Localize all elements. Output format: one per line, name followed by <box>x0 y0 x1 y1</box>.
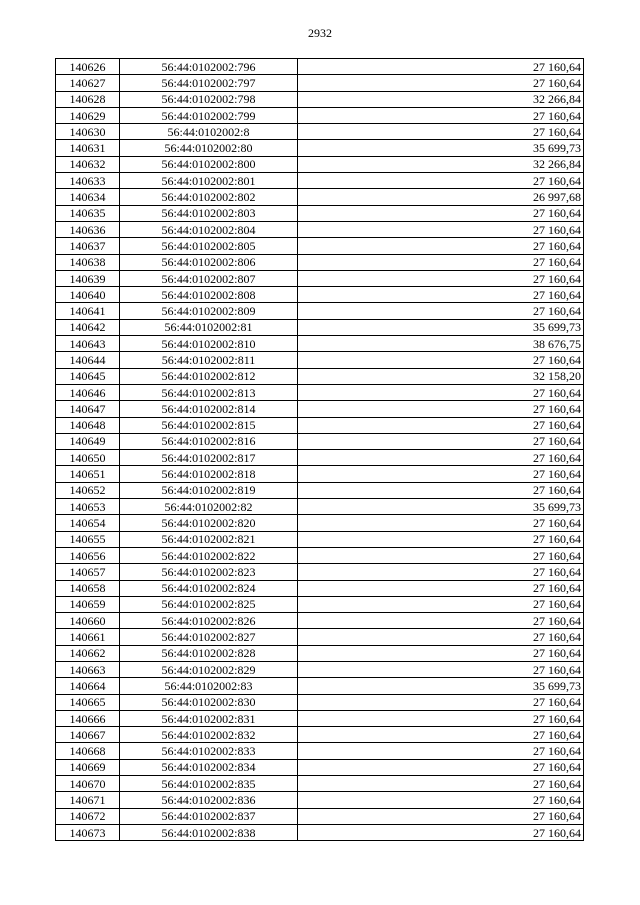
cadastral-number-cell: 56:44:0102002:809 <box>120 303 298 319</box>
row-number-cell: 140641 <box>56 303 120 319</box>
value-cell: 27 160,64 <box>298 221 584 237</box>
table-row <box>56 75 584 91</box>
value-cell: 27 160,64 <box>298 238 584 254</box>
cadastral-number-cell: 56:44:0102002:822 <box>120 547 298 563</box>
row-number-cell: 140662 <box>56 645 120 661</box>
table-row <box>56 792 584 808</box>
value-cell: 32 266,84 <box>298 91 584 107</box>
value-cell: 27 160,64 <box>298 710 584 726</box>
cadastral-number-cell: 56:44:0102002:835 <box>120 776 298 792</box>
cadastral-number-cell: 56:44:0102002:803 <box>120 205 298 221</box>
value-cell: 27 160,64 <box>298 173 584 189</box>
value-cell: 27 160,64 <box>298 482 584 498</box>
row-number-cell: 140655 <box>56 531 120 547</box>
table-row <box>56 808 584 824</box>
table-row <box>56 596 584 612</box>
value-cell: 27 160,64 <box>298 727 584 743</box>
cadastral-number-cell: 56:44:0102002:8 <box>120 124 298 140</box>
value-cell: 35 699,73 <box>298 499 584 515</box>
table-row <box>56 824 584 840</box>
cadastral-number-cell: 56:44:0102002:829 <box>120 661 298 677</box>
cadastral-number-cell: 56:44:0102002:81 <box>120 319 298 335</box>
table-row <box>56 531 584 547</box>
value-cell: 38 676,75 <box>298 336 584 352</box>
row-number-cell: 140665 <box>56 694 120 710</box>
table-row <box>56 433 584 449</box>
row-number-cell: 140643 <box>56 336 120 352</box>
cadastral-number-cell: 56:44:0102002:83 <box>120 678 298 694</box>
value-cell: 27 160,64 <box>298 564 584 580</box>
cadastral-number-cell: 56:44:0102002:798 <box>120 91 298 107</box>
row-number-cell: 140648 <box>56 417 120 433</box>
table-row <box>56 613 584 629</box>
cadastral-number-cell: 56:44:0102002:804 <box>120 221 298 237</box>
row-number-cell: 140630 <box>56 124 120 140</box>
value-cell: 27 160,64 <box>298 743 584 759</box>
value-cell: 27 160,64 <box>298 547 584 563</box>
table-row <box>56 710 584 726</box>
value-cell: 27 160,64 <box>298 824 584 840</box>
cadastral-number-cell: 56:44:0102002:832 <box>120 727 298 743</box>
table-row <box>56 547 584 563</box>
table-row <box>56 727 584 743</box>
table-row <box>56 743 584 759</box>
cadastral-number-cell: 56:44:0102002:834 <box>120 759 298 775</box>
cadastral-number-cell: 56:44:0102002:817 <box>120 450 298 466</box>
row-number-cell: 140642 <box>56 319 120 335</box>
row-number-cell: 140652 <box>56 482 120 498</box>
row-number-cell: 140657 <box>56 564 120 580</box>
cadastral-number-cell: 56:44:0102002:801 <box>120 173 298 189</box>
cadastral-number-cell: 56:44:0102002:818 <box>120 466 298 482</box>
cadastral-number-cell: 56:44:0102002:808 <box>120 287 298 303</box>
cadastral-number-cell: 56:44:0102002:826 <box>120 613 298 629</box>
table-row <box>56 173 584 189</box>
table-row <box>56 140 584 156</box>
table-row <box>56 189 584 205</box>
row-number-cell: 140667 <box>56 727 120 743</box>
registry-table <box>55 58 584 841</box>
row-number-cell: 140651 <box>56 466 120 482</box>
table-row <box>56 450 584 466</box>
cadastral-number-cell: 56:44:0102002:831 <box>120 710 298 726</box>
value-cell: 27 160,64 <box>298 270 584 286</box>
value-cell: 27 160,64 <box>298 580 584 596</box>
row-number-cell: 140647 <box>56 401 120 417</box>
value-cell: 27 160,64 <box>298 124 584 140</box>
row-number-cell: 140658 <box>56 580 120 596</box>
row-number-cell: 140627 <box>56 75 120 91</box>
value-cell: 27 160,64 <box>298 254 584 270</box>
row-number-cell: 140638 <box>56 254 120 270</box>
row-number-cell: 140639 <box>56 270 120 286</box>
value-cell: 27 160,64 <box>298 596 584 612</box>
cadastral-number-cell: 56:44:0102002:837 <box>120 808 298 824</box>
row-number-cell: 140659 <box>56 596 120 612</box>
cadastral-number-cell: 56:44:0102002:816 <box>120 433 298 449</box>
cadastral-number-cell: 56:44:0102002:819 <box>120 482 298 498</box>
table-row <box>56 580 584 596</box>
value-cell: 27 160,64 <box>298 303 584 319</box>
cadastral-number-cell: 56:44:0102002:807 <box>120 270 298 286</box>
row-number-cell: 140646 <box>56 384 120 400</box>
value-cell: 27 160,64 <box>298 107 584 123</box>
value-cell: 27 160,64 <box>298 694 584 710</box>
value-cell: 27 160,64 <box>298 629 584 645</box>
table-row <box>56 107 584 123</box>
page-number: 2932 <box>308 26 332 40</box>
row-number-cell: 140631 <box>56 140 120 156</box>
row-number-cell: 140628 <box>56 91 120 107</box>
row-number-cell: 140660 <box>56 613 120 629</box>
cadastral-number-cell: 56:44:0102002:797 <box>120 75 298 91</box>
table-row <box>56 303 584 319</box>
cadastral-number-cell: 56:44:0102002:823 <box>120 564 298 580</box>
cadastral-number-cell: 56:44:0102002:810 <box>120 336 298 352</box>
table-row <box>56 368 584 384</box>
table-row <box>56 270 584 286</box>
table-row <box>56 59 584 75</box>
row-number-cell: 140672 <box>56 808 120 824</box>
value-cell: 27 160,64 <box>298 417 584 433</box>
table-row <box>56 499 584 515</box>
row-number-cell: 140656 <box>56 547 120 563</box>
cadastral-number-cell: 56:44:0102002:796 <box>120 59 298 75</box>
table-row <box>56 205 584 221</box>
value-cell: 27 160,64 <box>298 531 584 547</box>
value-cell: 27 160,64 <box>298 352 584 368</box>
value-cell: 27 160,64 <box>298 661 584 677</box>
cadastral-number-cell: 56:44:0102002:830 <box>120 694 298 710</box>
value-cell: 27 160,64 <box>298 613 584 629</box>
value-cell: 27 160,64 <box>298 401 584 417</box>
row-number-cell: 140664 <box>56 678 120 694</box>
value-cell: 32 266,84 <box>298 156 584 172</box>
table-row <box>56 678 584 694</box>
cadastral-number-cell: 56:44:0102002:820 <box>120 515 298 531</box>
row-number-cell: 140645 <box>56 368 120 384</box>
registry-table-body <box>56 59 584 841</box>
row-number-cell: 140654 <box>56 515 120 531</box>
value-cell: 35 699,73 <box>298 678 584 694</box>
row-number-cell: 140663 <box>56 661 120 677</box>
table-row <box>56 221 584 237</box>
table-row <box>56 694 584 710</box>
cadastral-number-cell: 56:44:0102002:814 <box>120 401 298 417</box>
cadastral-number-cell: 56:44:0102002:821 <box>120 531 298 547</box>
cadastral-number-cell: 56:44:0102002:827 <box>120 629 298 645</box>
row-number-cell: 140633 <box>56 173 120 189</box>
cadastral-number-cell: 56:44:0102002:82 <box>120 499 298 515</box>
table-row <box>56 384 584 400</box>
table-row <box>56 645 584 661</box>
table-row <box>56 482 584 498</box>
row-number-cell: 140668 <box>56 743 120 759</box>
table-row <box>56 401 584 417</box>
table-row <box>56 417 584 433</box>
table-row <box>56 254 584 270</box>
row-number-cell: 140632 <box>56 156 120 172</box>
cadastral-number-cell: 56:44:0102002:824 <box>120 580 298 596</box>
value-cell: 27 160,64 <box>298 776 584 792</box>
row-number-cell: 140644 <box>56 352 120 368</box>
value-cell: 27 160,64 <box>298 450 584 466</box>
cadastral-number-cell: 56:44:0102002:815 <box>120 417 298 433</box>
table-row <box>56 336 584 352</box>
table-row <box>56 91 584 107</box>
value-cell: 27 160,64 <box>298 205 584 221</box>
row-number-cell: 140637 <box>56 238 120 254</box>
cadastral-number-cell: 56:44:0102002:836 <box>120 792 298 808</box>
row-number-cell: 140640 <box>56 287 120 303</box>
cadastral-number-cell: 56:44:0102002:799 <box>120 107 298 123</box>
value-cell: 27 160,64 <box>298 75 584 91</box>
table-row <box>56 124 584 140</box>
row-number-cell: 140626 <box>56 59 120 75</box>
table-row <box>56 319 584 335</box>
cadastral-number-cell: 56:44:0102002:80 <box>120 140 298 156</box>
table-row <box>56 287 584 303</box>
value-cell: 27 160,64 <box>298 59 584 75</box>
value-cell: 35 699,73 <box>298 319 584 335</box>
table-row <box>56 352 584 368</box>
cadastral-number-cell: 56:44:0102002:812 <box>120 368 298 384</box>
row-number-cell: 140634 <box>56 189 120 205</box>
row-number-cell: 140669 <box>56 759 120 775</box>
cadastral-number-cell: 56:44:0102002:811 <box>120 352 298 368</box>
value-cell: 27 160,64 <box>298 808 584 824</box>
row-number-cell: 140661 <box>56 629 120 645</box>
table-row <box>56 466 584 482</box>
table-row <box>56 759 584 775</box>
table-row <box>56 564 584 580</box>
value-cell: 27 160,64 <box>298 792 584 808</box>
value-cell: 26 997,68 <box>298 189 584 205</box>
row-number-cell: 140673 <box>56 824 120 840</box>
value-cell: 27 160,64 <box>298 287 584 303</box>
table-row <box>56 156 584 172</box>
cadastral-number-cell: 56:44:0102002:828 <box>120 645 298 661</box>
value-cell: 27 160,64 <box>298 515 584 531</box>
cadastral-number-cell: 56:44:0102002:806 <box>120 254 298 270</box>
row-number-cell: 140650 <box>56 450 120 466</box>
cadastral-number-cell: 56:44:0102002:800 <box>120 156 298 172</box>
value-cell: 27 160,64 <box>298 466 584 482</box>
row-number-cell: 140670 <box>56 776 120 792</box>
row-number-cell: 140635 <box>56 205 120 221</box>
row-number-cell: 140671 <box>56 792 120 808</box>
row-number-cell: 140636 <box>56 221 120 237</box>
cadastral-number-cell: 56:44:0102002:813 <box>120 384 298 400</box>
table-row <box>56 238 584 254</box>
table-row <box>56 661 584 677</box>
table-row <box>56 515 584 531</box>
table-row <box>56 776 584 792</box>
cadastral-number-cell: 56:44:0102002:838 <box>120 824 298 840</box>
value-cell: 27 160,64 <box>298 645 584 661</box>
table-row <box>56 629 584 645</box>
value-cell: 27 160,64 <box>298 433 584 449</box>
value-cell: 27 160,64 <box>298 759 584 775</box>
row-number-cell: 140649 <box>56 433 120 449</box>
cadastral-number-cell: 56:44:0102002:825 <box>120 596 298 612</box>
row-number-cell: 140653 <box>56 499 120 515</box>
cadastral-number-cell: 56:44:0102002:805 <box>120 238 298 254</box>
row-number-cell: 140629 <box>56 107 120 123</box>
value-cell: 35 699,73 <box>298 140 584 156</box>
row-number-cell: 140666 <box>56 710 120 726</box>
value-cell: 32 158,20 <box>298 368 584 384</box>
cadastral-number-cell: 56:44:0102002:833 <box>120 743 298 759</box>
cadastral-number-cell: 56:44:0102002:802 <box>120 189 298 205</box>
value-cell: 27 160,64 <box>298 384 584 400</box>
